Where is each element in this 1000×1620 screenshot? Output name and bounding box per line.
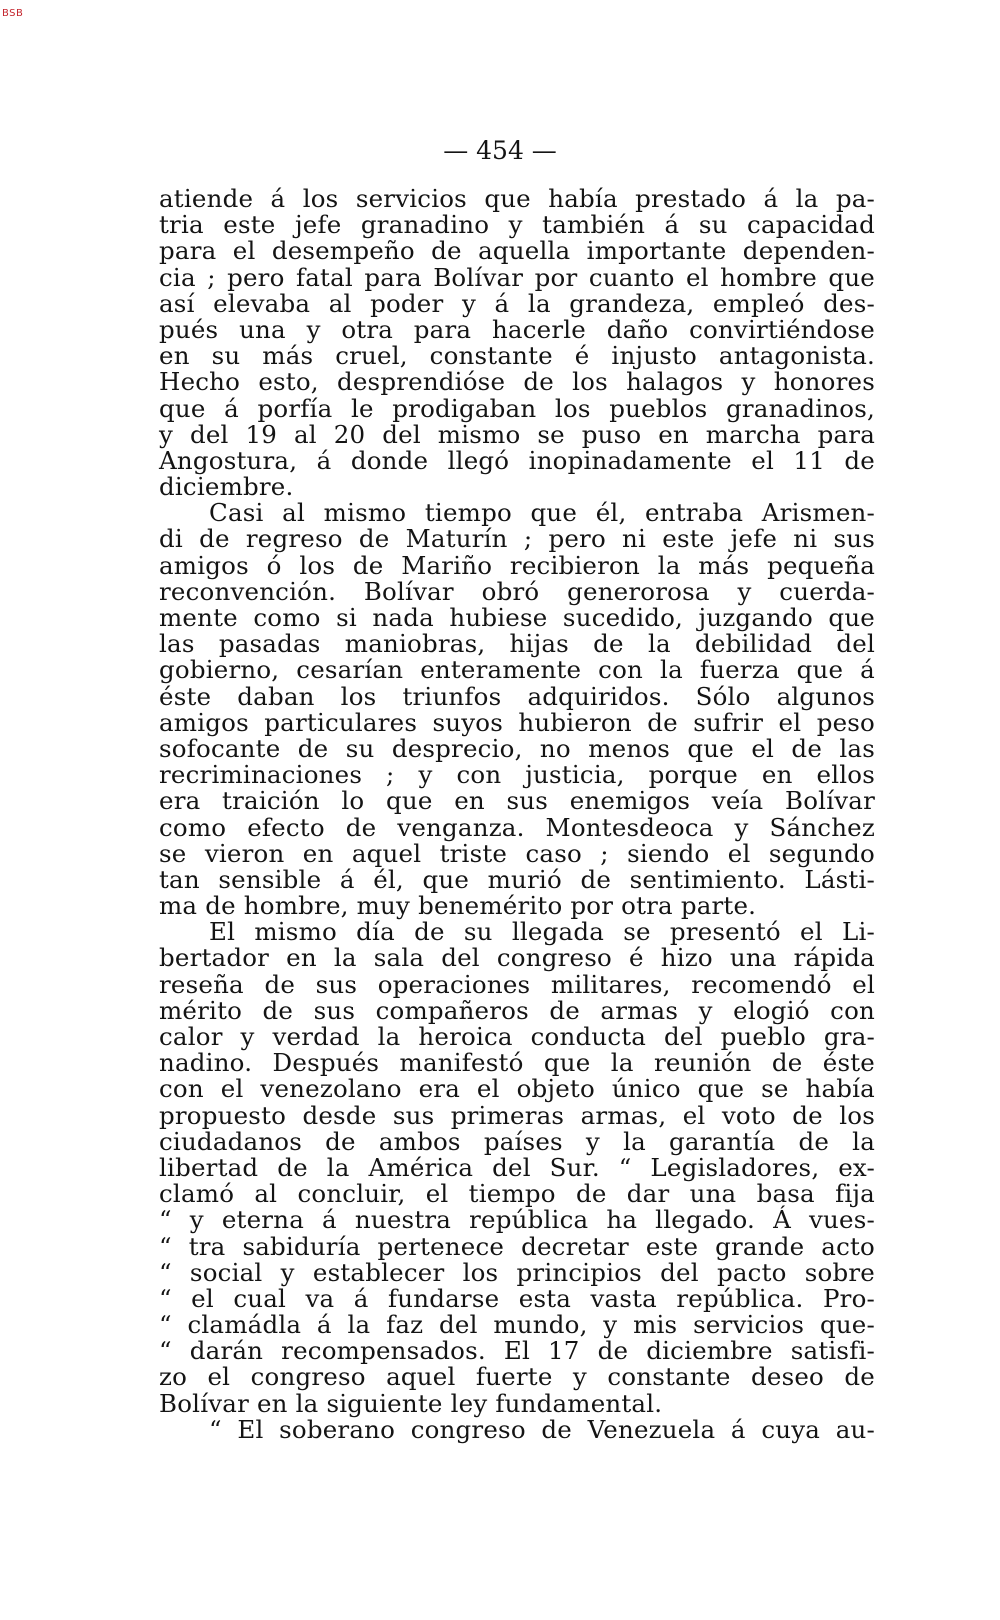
text-line: nadino. Después manifestó que la reunión de éste xyxy=(159,1048,875,1078)
text-line: Angostura, á donde llegó inopinadamente el 11 de xyxy=(159,445,875,475)
text-line: propuesto desde sus primeras armas, el voto de los xyxy=(159,1100,875,1130)
text-line: tan sensible á él, que murió de sentimiento. Lásti- xyxy=(159,864,875,894)
body-text xyxy=(159,186,875,1443)
text-line: bertador en la sala del congreso é hizo una rápida xyxy=(159,943,875,973)
text-line: que á porfía le prodigaban los pueblos granadinos, xyxy=(159,393,875,423)
text-line: El mismo día de su llegada se presentó el Li- xyxy=(209,917,875,947)
text-line: zo el congreso aquel fuerte y constante deseo de xyxy=(159,1362,875,1392)
text-line: las pasadas maniobras, hijas de la debilidad del xyxy=(159,629,875,659)
text-line: “ darán recompensados. El 17 de diciembre satisfi- xyxy=(159,1336,875,1366)
text-line: “ El soberano congreso de Venezuela á cuya au- xyxy=(209,1414,875,1444)
text-line: libertad de la América del Sur. “ Legisladores, ex- xyxy=(159,1152,875,1182)
text-line: para el desempeño de aquella importante dependen- xyxy=(159,236,875,266)
text-line: tria este jefe granadino y también á su capacidad xyxy=(159,210,875,240)
text-line: reconvención. Bolívar obró generorosa y cuerda- xyxy=(159,576,875,606)
text-line: recriminaciones ; y con justicia, porque en ellos xyxy=(159,760,875,790)
text-line: “ tra sabiduría pertenece decretar este grande acto xyxy=(159,1231,875,1261)
text-line: “ y eterna á nuestra república ha llegado. Á vues- xyxy=(159,1205,875,1235)
text-line: así elevaba al poder y á la grandeza, empleó des- xyxy=(159,288,875,318)
text-line: cia ; pero fatal para Bolívar por cuanto el hombre que xyxy=(159,262,875,292)
text-line: mente como si nada hubiese sucedido, juzgando que xyxy=(159,603,875,632)
text-line: se vieron en aquel triste caso ; siendo el segundo xyxy=(159,838,875,868)
text-line: gobierno, cesarían enteramente con la fuerza que á xyxy=(159,655,875,685)
text-line: ma de hombre, muy benemérito por otra parte. xyxy=(159,891,757,921)
library-stamp: BSB xyxy=(2,8,24,19)
text-line: mérito de sus compañeros de armas y elogió con xyxy=(159,995,875,1025)
text-line: “ el cual va á fundarse esta vasta república. Pro- xyxy=(159,1283,875,1313)
text-line: di de regreso de Maturín ; pero ni este jefe ni sus xyxy=(159,524,875,554)
text-line: éste daban los triunfos adquiridos. Sólo algunos xyxy=(159,681,875,711)
text-line: con el venezolano era el objeto único que se había xyxy=(159,1074,875,1104)
text-line: amigos particulares suyos hubieron de sufrir el peso xyxy=(159,707,875,737)
text-line: y del 19 al 20 del mismo se puso en marcha para xyxy=(159,419,875,449)
text-line: Casi al mismo tiempo que él, entraba Arismen- xyxy=(209,498,875,528)
text-line: Hecho esto, desprendióse de los halagos y honores xyxy=(159,367,875,397)
text-line: pués una y otra para hacerle daño convirtiéndose xyxy=(159,314,875,344)
text-line: en su más cruel, constante é injusto antagonista. xyxy=(159,341,875,371)
text-line: Bolívar en la siguiente ley fundamental. xyxy=(159,1388,663,1418)
text-line: “ clamádla á la faz del mundo, y mis servicios que- xyxy=(159,1310,875,1340)
text-line: amigos ó los de Mariño recibieron la más pequeña xyxy=(159,550,875,580)
text-line: “ social y establecer los principios del pacto sobre xyxy=(159,1257,875,1287)
text-line: era traición lo que en sus enemigos veía Bolívar xyxy=(159,786,875,816)
text-line: ciudadanos de ambos países y la garantía de la xyxy=(159,1126,875,1156)
text-line: como efecto de venganza. Montesdeoca y Sánchez xyxy=(159,812,875,842)
page-number: — 454 — xyxy=(443,136,557,165)
text-line: reseña de sus operaciones militares, recomendó el xyxy=(159,969,875,999)
text-line: clamó al concluir, el tiempo de dar una basa fija xyxy=(159,1179,875,1209)
text-line: calor y verdad la heroica conducta del pueblo gra- xyxy=(159,1022,875,1051)
text-line: sofocante de su desprecio, no menos que el de las xyxy=(159,733,875,763)
text-line: atiende á los servicios que había prestado á la pa- xyxy=(159,184,875,213)
text-line: diciembre. xyxy=(159,472,294,502)
